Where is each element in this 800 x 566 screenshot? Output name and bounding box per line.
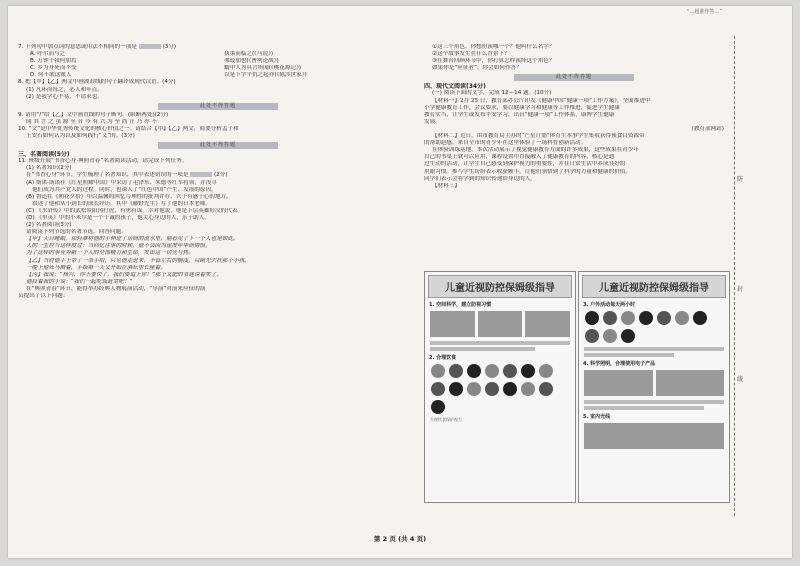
material-1: 【材料一】2月 25 日，教育部办公厅印发《健康中国“健康一项”工作方案》，全面推进中 <box>432 97 651 104</box>
excerpt-bing: 【丙】我说：“杨兴，你不要快了，我们要追上你！”那个又肥的书谜说着笑了。 <box>26 271 222 278</box>
food-icon <box>503 364 517 378</box>
food-icons <box>425 362 575 416</box>
option-d: (D) 《里英》中的小米尔是一个干诚的孩子，他关心身边的人，乐于助人。 <box>26 214 210 221</box>
no-answer-zone: 此处不得答题 <box>158 103 278 110</box>
poster-illustrations <box>425 309 575 339</box>
section-3-title: 三、名著阅读(5分) <box>18 151 70 159</box>
activity-icon <box>657 311 671 325</box>
right-column: ①这三个角色，你想扮演哪一个？他叫什么名字？ ②这个故事发生在什么背景下？ ③在舞台回顾环节中，你打算怎样演绎这个角色？ 如果你是“应征者”，你会如何作答？ 此处不得答题 四、现代文阅读(34分) (一) 阅读下面的文字，完成 12—14 题。(10分) 【材料一】2月 25 日，教育部办公厅印发《健康中国“健康一项”工作方案》，全面推进中 小学健康教育工作，会议要求，要以健康学习和健康等工作推进，促进学生健康 教育实当，让学生或发布平安学习，出台“健康一项”工作体系，康博学生健康 发展。 (教育部网站) 【材料二】近日，由市教育局主办的“芒星计划”体育生本事学生集収获得预食目资源带 的帮助赵感，来自全市的青少年在这里体验了一场科普创新活动。 在体验训练基地，本次活动展示了视觉健康教育方面的许多成果，这些成果在青少年 自己的书桌上就可以应用，课程设置中直接融入了健康教育的内容，核心是通 过生动的活动，让学生自己感受到保护视力的重要性，并在日常生活中养成良好的 用眼习惯。参与学生纷纷表示收获颇丰，让他们领悟到了科学的力量和健康的价值。 同学们表示会将学到的知识传递给身边的人。 【材料三】 <box>424 44 724 189</box>
binding-line <box>734 36 736 516</box>
q9-sentence: 闻 其 言 之 虽 源 至 昔 今 有 兴 为 至 尚 止 乃 亦 不 <box>26 118 157 125</box>
margin-char: 封 <box>737 286 744 293</box>
no-answer-zone: 此处不得答题 <box>158 142 278 149</box>
food-icon <box>467 382 481 396</box>
answer-blank[interactable] <box>190 172 212 177</box>
question-11: 11. 班级开展“书香心身·典照青春”名著阅读活动，请完成下列任务。 <box>18 158 188 165</box>
activity-icon <box>585 329 599 343</box>
activity-icon <box>585 311 599 325</box>
poster-illustrations <box>579 368 729 398</box>
food-icon <box>431 364 445 378</box>
activity-icon <box>621 329 635 343</box>
question-7: 7. 下列句中加点词的意思或用法不相同的一项是 (3分) <box>18 44 177 50</box>
food-icon <box>521 382 535 396</box>
exam-page <box>8 6 792 558</box>
header-corner: “…超准作答…” <box>686 9 722 15</box>
material-2: 【材料二】近日，由市教育局主办的“芒星计划”体育生本事学生集収获得预食目资源带 <box>432 133 645 140</box>
answer-blank[interactable] <box>139 44 161 49</box>
food-icon <box>431 400 445 414</box>
question-10: 10. “文”是中华优秀传统文化的核心价值之一。请结合【甲】【乙】两文，简要分析孟子和 <box>18 125 239 132</box>
poster-myopia-left: 儿童近视防控保姆级指导 1. 空间科学，建立防视习惯 2. 合理饮食 合理饮食保护视力 <box>424 271 576 503</box>
option-c: (C) 《水浒传》中的武松景阳冈打虎，有勇有谋。幸对他说，他是下层英雄好汉的代表。 <box>26 207 244 214</box>
poster-title: 儿童近视防控保姆级指导 <box>582 275 726 298</box>
left-column: 7. 下列句中加点词的意思或用法不相同的一项是 (3分) A. 呼尔而与之 执策而临之(《马说》) B. 万钟于我何加焉 弗敁加也(《曹刿论战》) C. 乡为身死而不受 蠕中人为具言所闻(《桃花源记》) D. 何不欲这溛人 以是下字平仇之起亦(《陈涉世家》) 8. 把【甲】【乙】两文中画波浪线的句子翻译成现代汉语。(4分) (1) 凡环而每之，必人和年点。 (2) 是我学心不易，不请求也。 此处不得答题 9. 请用“/”给【乙】文中画直线的句子断句。(限断两处)(2分) 闻 其 言 之 虽 源 至 昔 今 有 兴 为 至 尚 止 乃 亦 不 10. “文”是中华优秀传统文化的核心价值之一。请结合【甲】【乙】两文，简要分析孟子和 王安石如何认为以及如何践行“义”的。(3分) 此处不得答题 三、名著阅读(5分) 11. 班级开展“书香心身·典照青春”名著阅读活动，请完成下列任务。 (1) 名著知识(2分) 在“书香心身”环节，学生梳理了名著知识，其中表述错误的一项是 (2分) (A) 斯诺·斯诺在《红星照耀中国》中采访了毛泽东、朱德等红军将领，并浅寻 他们成为共产党人的过程。同时，也深入了“红色中国”产生、发展的原因。 (B) 鲁迅在《朝花夕拾》中以温馨的回忆与理性的批判并存，兴于有感于心的地方， 叙述了他和从小到长的成长经历。其中《藤野先生》写了他的日本老师。 (C) 《水浒传》中的武松景阳冈打虎，有勇有谋。幸对他说，他是下层英雄好汉的代表。 (D) 《里英》中的小米尔是一个干诚的孩子，他关心身边的人，乐于助人。 (2) 名著阅读(3分) 请阅读下列节选的名著节选，回答问题。 【甲】天目睡眠，徐轻准将他的手伸进了话筒的流水里，他看见了下一个人也是如此。 人的一生应当这样度过：当回忆往事的时候，他不会因为虚度年华而悔恨。 为了这样的事业奔献一个人的全部精力和生命，发出这一切光与热。 【乙】当时他手上带了一条手绢，只见他走进来，不管左右的搁浅，只顾先去扶那个小孩。 一晚上他死马侧着，手指第一天又开始在酒坛里长座着。 【丙】我说：“杨兴，你不要快了，我们要追上你！”那个又肥的书谜说着笑了。 他拉着我的手说：“我们一起吃饭赶室吧！” 在“典照青春”环节，能得举办经典人物展演活动，“导演”对前来应征的演 员提出了以下问题： <box>18 44 418 300</box>
activity-icon <box>639 311 653 325</box>
option-b: (B) 鲁迅在《朝花夕拾》中以温馨的回忆与理性的批判并存，兴于有感于心的地方， <box>26 193 232 200</box>
option-a: (A) 斯诺·斯诺在《红星照耀中国》中采访了毛泽东、朱德等红军将领，并浅寻 <box>26 179 217 186</box>
section-4-title: 四、现代文阅读(34分) <box>424 83 486 91</box>
poster-myopia-right: 儿童近视防控保姆级指导 3. 户外活动每天两小时 4. 科学照明，合理使用电子产品 5. 室内光线 <box>578 271 730 503</box>
excerpt-jia: 【甲】天目睡眠，徐轻准将他的手伸进了话筒的流水里，他看见了下一个人也是如此。 <box>26 236 239 243</box>
activity-icon <box>621 311 635 325</box>
excerpt-yi: 【乙】当时他手上带了一条手绢，只见他走进来，不管左右的搁浅，只顾先去扶那个小孩。 <box>26 257 250 264</box>
margin-char: 防 <box>737 176 744 183</box>
question-9: 9. 请用“/”给【乙】文中画直线的句子断句。(限断两处)(2分) <box>18 111 169 118</box>
material-1-source: (教育部网站) <box>691 125 724 132</box>
activity-icons <box>579 309 729 345</box>
poster-illustrations <box>579 421 729 451</box>
no-answer-zone: 此处不得答题 <box>514 74 634 81</box>
q7-options: A. 呼尔而与之 执策而临之(《马说》) B. 万钟于我何加焉 弗敁加也(《曹刿论战》) C. 乡为身死而不受 蠕中人为具言所闻(《桃花源记》) D. 何不欲这溛人 以是下字平仇之起亦(《陈涉世家》) <box>30 51 307 79</box>
food-icon <box>467 364 481 378</box>
food-icon <box>485 364 499 378</box>
food-icon <box>485 382 499 396</box>
question-8-2: (2) 是我学心不易，不请求也。 <box>26 93 103 100</box>
poster-title: 儿童近视防控保姆级指导 <box>428 275 572 298</box>
margin-char: 线 <box>737 376 744 383</box>
question-8: 8. 把【甲】【乙】两文中画波浪线的句子翻译成现代汉语。(4分) <box>18 79 176 86</box>
activity-icon <box>693 311 707 325</box>
food-icon <box>431 382 445 396</box>
food-icon <box>521 364 535 378</box>
activity-icon <box>603 329 617 343</box>
food-icon <box>539 382 553 396</box>
food-icon <box>503 382 517 396</box>
material-3: 【材料三】 <box>432 182 460 189</box>
activity-icon <box>603 311 617 325</box>
food-icon <box>539 364 553 378</box>
page-footer: 第 2 页 (共 4 页) <box>373 535 427 543</box>
food-icon <box>449 364 463 378</box>
activity-icon <box>675 311 689 325</box>
question-8-1: (1) 凡环而每之，必人和年点。 <box>26 86 103 93</box>
food-icon <box>449 382 463 396</box>
